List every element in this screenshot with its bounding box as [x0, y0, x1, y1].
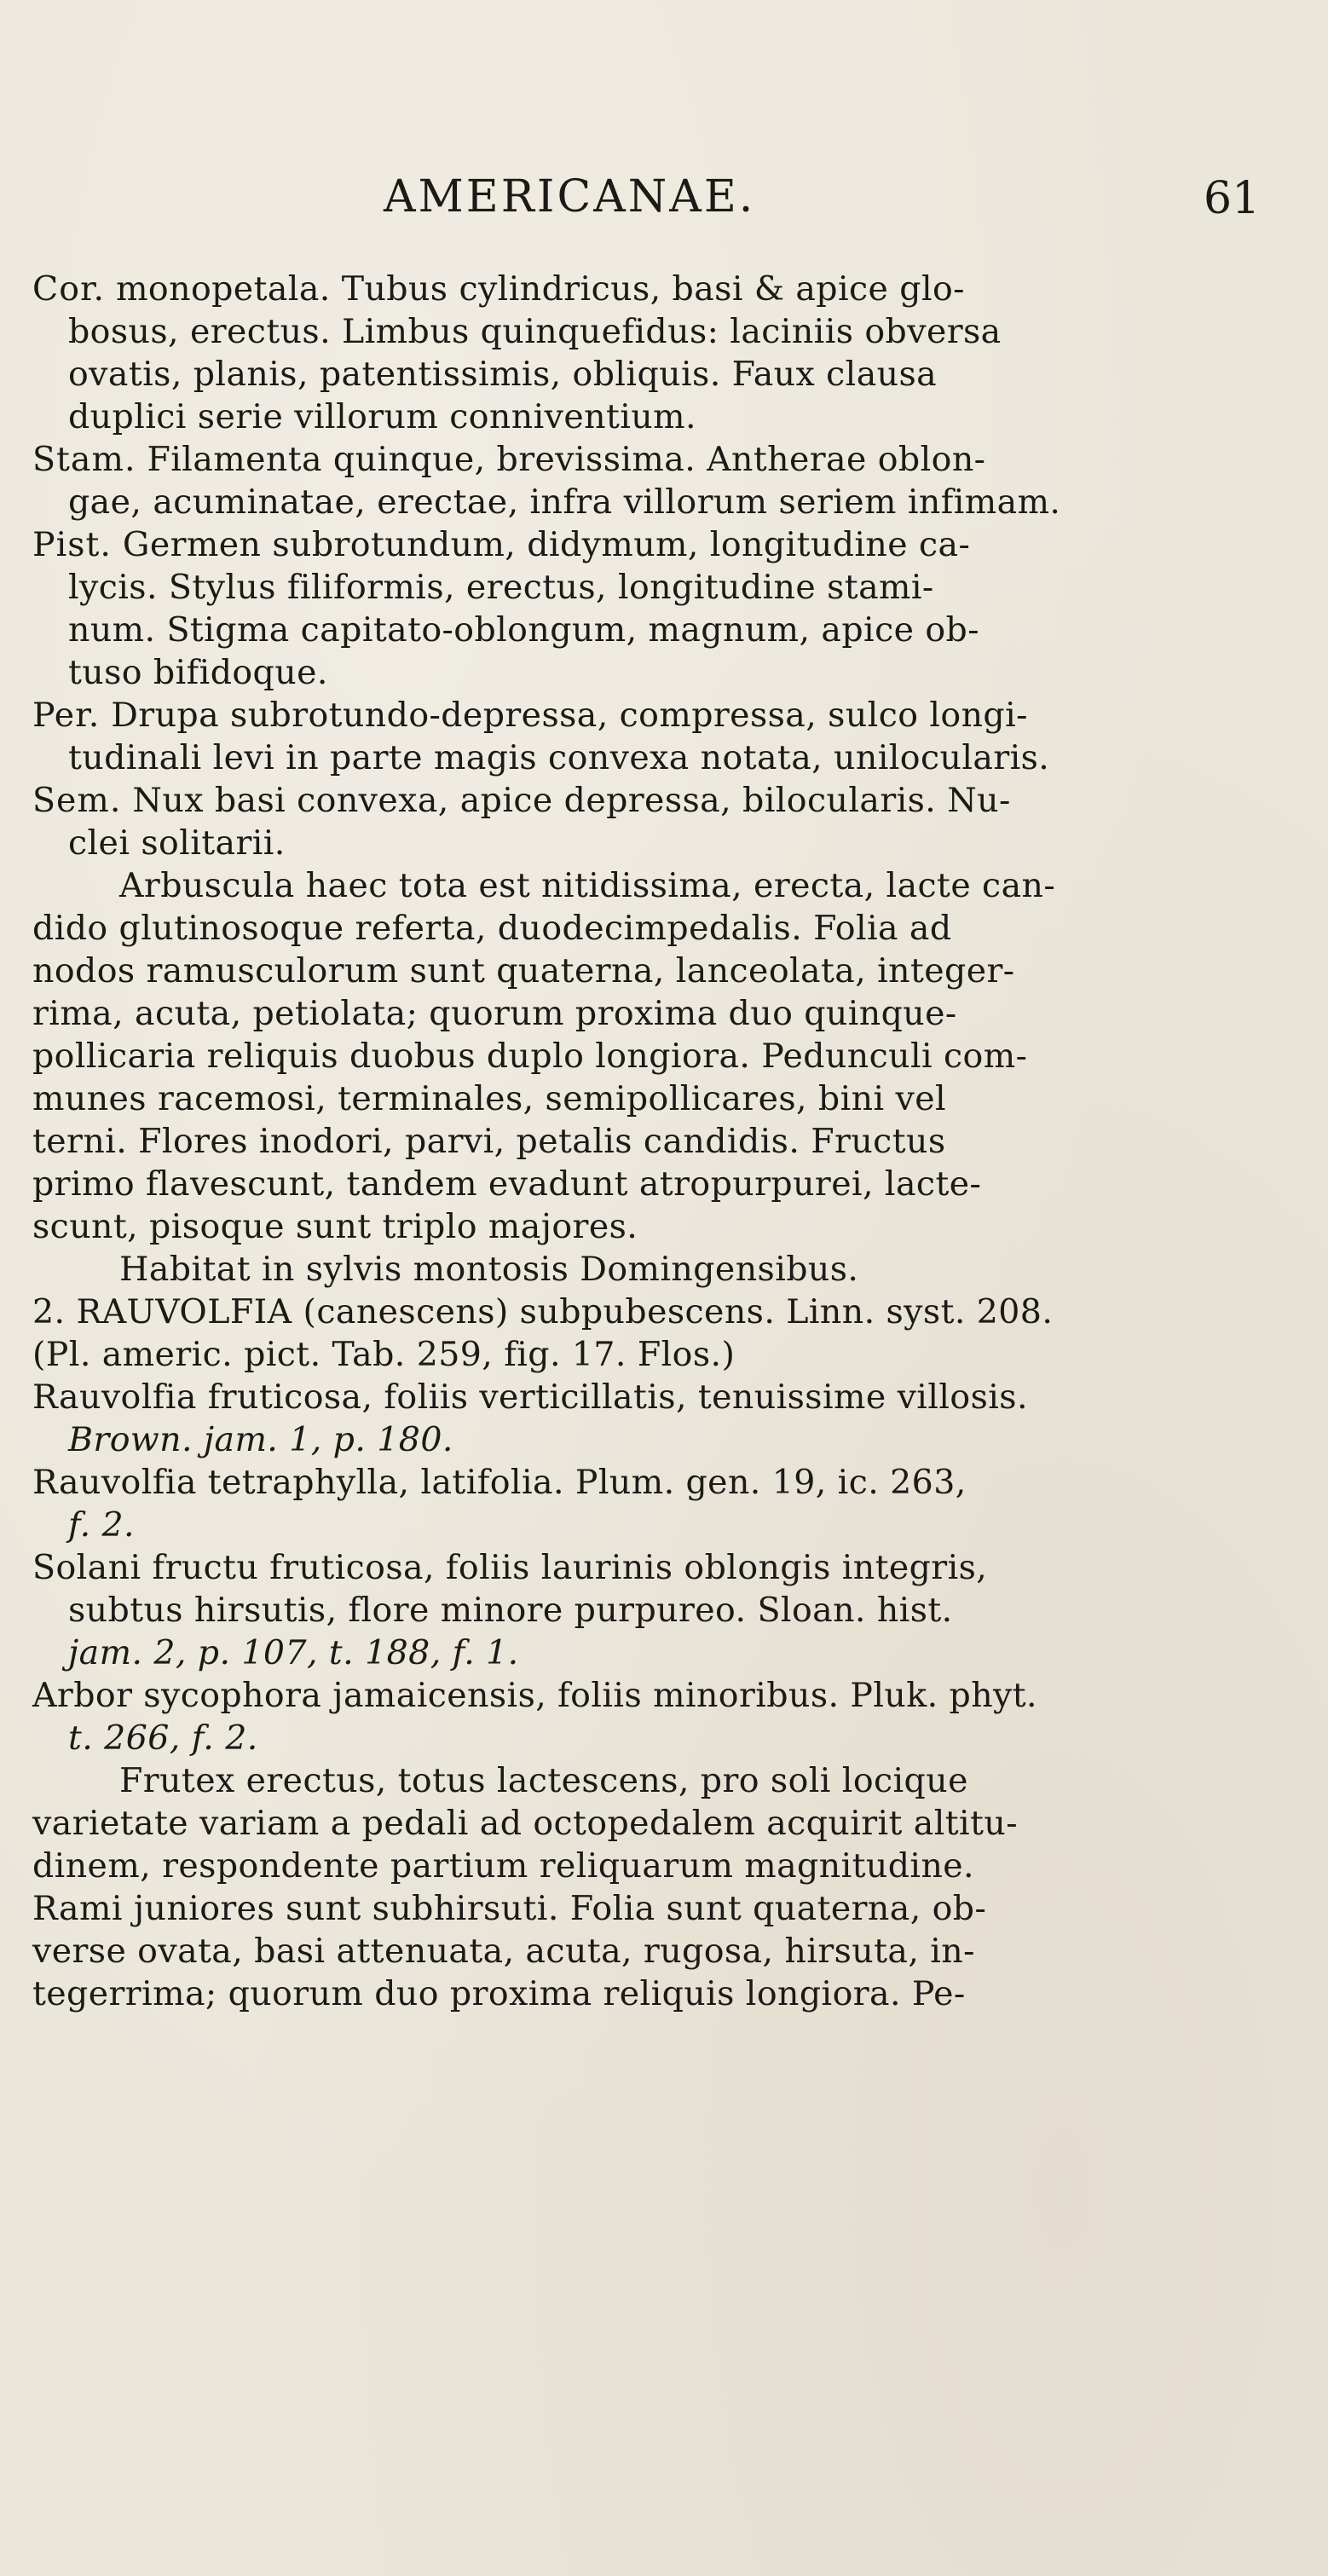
text-line: rima, acuta, petiolata; quorum proxima duo quinque- — [32, 994, 957, 1033]
text-line: Stam. Filamenta quinque, brevissima. Antherae oblon- — [32, 440, 986, 479]
text-line: lycis. Stylus filiformis, erectus, longitudine stami- — [68, 568, 934, 607]
text-line: subtus hirsutis, flore minore purpureo. Sloan. hist. — [68, 1591, 953, 1630]
section-label: Stam. — [32, 440, 136, 479]
text-line: dinem, respondente partium reliquarum magnitudine. — [32, 1846, 975, 1886]
text-line: jam. 2, p. 107, t. 188, f. 1. — [68, 1633, 519, 1672]
text-line: varietate variam a pedali ad octopedalem acquirit altitu- — [32, 1804, 1018, 1843]
text-line: munes racemosi, terminales, semipollicares, bini vel — [32, 1079, 947, 1118]
text-line: 2. RAUVOLFIA (canescens) subpubescens. Linn. syst. 208. — [32, 1292, 1054, 1331]
text-line: dido glutinosoque referta, duodecimpedalis. Folia ad — [32, 909, 952, 948]
text-line: primo flavescunt, tandem evadunt atropurpurei, lacte- — [32, 1164, 982, 1204]
text-line: Cor. monopetala. Tubus cylindricus, basi & apice glo- — [32, 269, 965, 309]
text-line: pollicaria reliquis duobus duplo longiora. Pedunculi com- — [32, 1037, 1028, 1076]
text-line: gae, acuminatae, erectae, infra villorum seriem infimam. — [68, 482, 1061, 522]
text-line: Sem. Nux basi convexa, apice depressa, bilocularis. Nu- — [32, 781, 1011, 820]
text-line: Arbuscula haec tota est nitidissima, erecta, lacte can- — [119, 866, 1056, 905]
text-line: Rami juniores sunt subhirsuti. Folia sunt quaterna, ob- — [32, 1889, 987, 1928]
text-line: bosus, erectus. Limbus quinquefidus: laciniis obversa — [68, 312, 1002, 351]
text-line: clei solitarii. — [68, 823, 286, 863]
text-line: terni. Flores inodori, parvi, petalis candidis. Fructus — [32, 1122, 946, 1161]
text-line: tuso bifidoque. — [68, 653, 328, 692]
text-line: duplici serie villorum conniventium. — [68, 397, 696, 436]
text-line: tudinali levi in parte magis convexa notata, unilocularis. — [68, 738, 1050, 777]
text-line: Per. Drupa subrotundo-depressa, compressa, sulco longi- — [32, 696, 1028, 735]
text-line: Pist. Germen subrotundum, didymum, longitudine ca- — [32, 525, 971, 564]
page-number: 61 — [1204, 173, 1261, 224]
text-line: t. 266, f. 2. — [68, 1718, 258, 1758]
text-line: verse ovata, basi attenuata, acuta, rugosa, hirsuta, in- — [32, 1932, 975, 1971]
page-header — [0, 167, 1328, 227]
text-line: nodos ramusculorum sunt quaterna, lanceolata, integer- — [32, 951, 1015, 991]
running-head: AMERICANAE. — [384, 171, 756, 222]
text-line: tegerrima; quorum duo proxima reliquis longiora. Pe- — [32, 1974, 966, 2013]
section-label: Cor. — [32, 269, 106, 309]
text-line: Frutex erectus, totus lactescens, pro soli locique — [119, 1761, 968, 1800]
text-line: Solani fructu fruticosa, foliis laurinis oblongis integris, — [32, 1548, 988, 1587]
text-line: num. Stigma capitato-oblongum, magnum, apice ob- — [68, 610, 979, 650]
text-line: Habitat in sylvis montosis Domingensibus. — [119, 1250, 859, 1289]
text-line: Brown. jam. 1, p. 180. — [68, 1420, 453, 1459]
text-line: (Pl. americ. pict. Tab. 259, fig. 17. Flos.) — [32, 1335, 736, 1374]
section-label: Per. — [32, 696, 101, 735]
text-line: Rauvolfia fruticosa, foliis verticillatis, tenuissime villosis. — [32, 1378, 1028, 1417]
text-line: ovatis, planis, patentissimis, obliquis. Faux clausa — [68, 355, 938, 394]
text-line: f. 2. — [68, 1505, 136, 1545]
text-line: Rauvolfia tetraphylla, latifolia. Plum. gen. 19, ic. 263, — [32, 1463, 967, 1502]
section-label: Pist. — [32, 525, 112, 564]
text-line: Arbor sycophora jamaicensis, foliis minoribus. Pluk. phyt. — [32, 1676, 1037, 1715]
text-line: scunt, pisoque sunt triplo majores. — [32, 1207, 638, 1246]
section-label: Sem. — [32, 781, 122, 820]
